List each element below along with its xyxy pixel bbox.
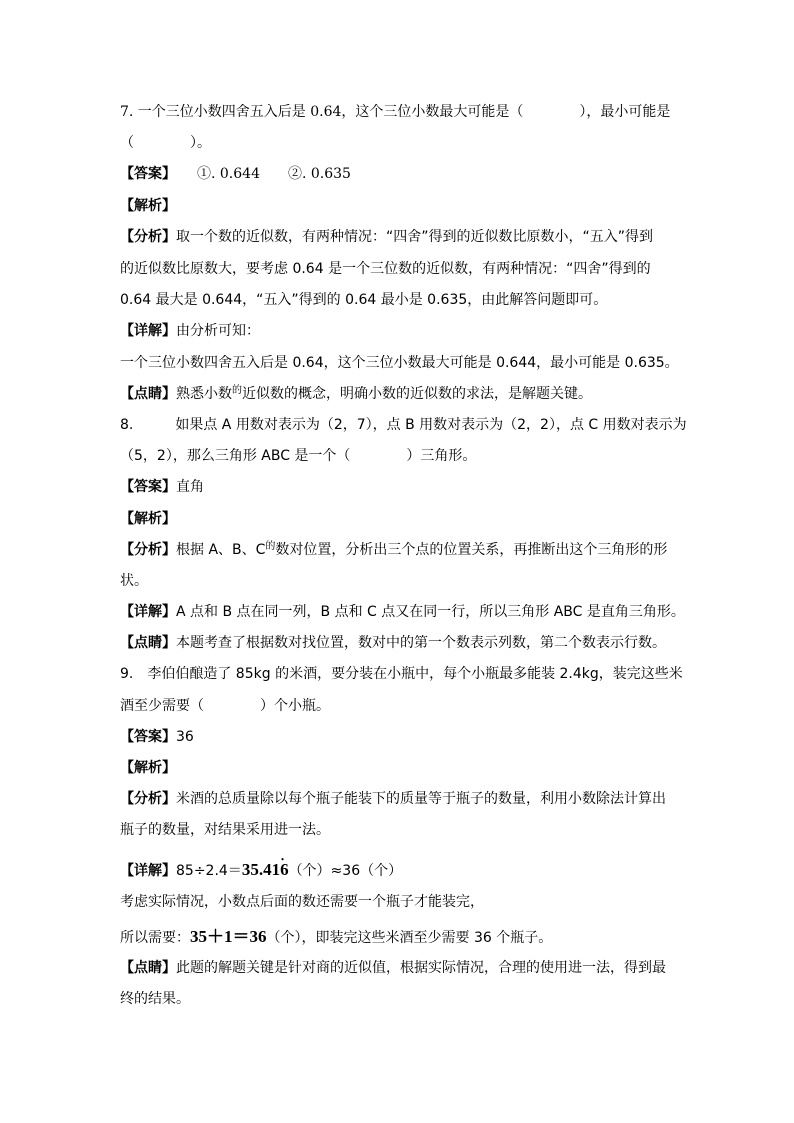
q9-fenxi-line2: 瓶子的数量，对结果采用进一法。 <box>120 822 330 838</box>
xiangjie-expression: 85÷2.4＝ <box>176 863 242 879</box>
q9-dianjing-line1 <box>120 960 666 976</box>
q8-analysis-tag: 【解析】 <box>120 511 176 527</box>
q7-dianjing <box>120 386 592 404</box>
fenxi-tag: 【分析】 <box>120 229 176 245</box>
answer-tag: 【答案】 <box>120 479 176 495</box>
q8-answer <box>120 479 204 495</box>
xiangjie-tag: 【详解】 <box>120 323 176 339</box>
xiangjie-text-a: 所以需要： <box>120 930 190 946</box>
q7-question-line2: （ ）。 <box>120 135 211 151</box>
q7-fenxi-line1 <box>120 229 653 245</box>
q9-question-line1: 9. 李伯伯酿造了 85kg 的米酒，要分装在小瓶中，每个小瓶最多能装 2.4kg，装完这些米 <box>120 666 683 682</box>
q9-dianjing-line2: 终的结果。 <box>120 991 190 1007</box>
dianjing-text-a: 熟悉小数 <box>176 386 232 402</box>
dianjing-text: 本题考查了根据数对找位置，数对中的第一个数表示列数，第二个数表示行数。 <box>176 635 666 651</box>
quotient-digits: 35.41 <box>241 860 281 879</box>
repeating-digit: • 6 <box>280 862 289 878</box>
q8-question-line2: （5，2），那么三角形 ABC 是一个（ ）三角形。 <box>120 448 477 464</box>
q8-fenxi-line1 <box>120 542 667 560</box>
q9-xiangjie-line3 <box>120 929 552 946</box>
answer-tag: 【答案】 <box>120 166 169 182</box>
q9-xiangjie-line2: 考虑实际情况，小数点后面的数还需要一个瓶子才能装完， <box>120 894 484 910</box>
q7-analysis-tag: 【解析】 <box>120 198 176 214</box>
dianjing-text-b: 近似数的概念，明确小数的近似数的求法，是解题关键。 <box>242 386 592 402</box>
q7-answer <box>120 166 351 182</box>
fenxi-text-b: 数对位置，分析出三个点的位置关系，再推断出这个三角形的形 <box>275 542 668 558</box>
fenxi-text: 取一个数的近似数，有两种情况：“四舍”得到的近似数比原数小，“五入”得到 <box>176 229 654 245</box>
addition-expression: 35＋1＝36 <box>190 927 267 946</box>
q8-fenxi-line2: 状。 <box>120 573 148 589</box>
q9-question-line2: 酒至少需要（ ）个小瓶。 <box>120 698 330 714</box>
xiangjie-text-b: （个），即装完这些米酒至少需要 36 个瓶子。 <box>266 930 553 946</box>
answer-tag: 【答案】 <box>120 729 176 745</box>
xiangjie-tag: 【详解】 <box>120 863 176 879</box>
answer-value: 直角 <box>176 479 204 495</box>
fenxi-superscript: 的 <box>265 541 276 552</box>
dianjing-tag: 【点睛】 <box>120 386 176 402</box>
xiangjie-rest: （个）≈36（个） <box>288 863 403 879</box>
q8-xiangjie <box>120 604 685 620</box>
dianjing-text: 此题的解题关键是针对商的近似值，根据实际情况，合理的使用进一法，得到最 <box>176 960 666 976</box>
q7-xiangjie-line2: 一个三位小数四舍五入后是 0.64，这个三位小数最大可能是 0.644，最小可能是 0.635。 <box>120 355 679 371</box>
fenxi-text: 米酒的总质量除以每个瓶子能装下的质量等于瓶子的数量，利用小数除法计算出 <box>176 791 666 807</box>
xiangjie-text: A 点和 B 点在同一列，B 点和 C 点又在同一行，所以三角形 ABC 是直角三角形。 <box>176 604 685 620</box>
dianjing-tag: 【点睛】 <box>120 635 176 651</box>
q9-xiangjie-line1 <box>120 862 402 879</box>
answer-value: ①. 0.644 ②. 0.635 <box>169 166 351 182</box>
fenxi-tag: 【分析】 <box>120 542 176 558</box>
q8-question-line1: 8. 如果点 A 用数对表示为（2，7），点 B 用数对表示为（2，2），点 C 用数对表示为 <box>120 417 687 433</box>
answer-value: 36 <box>176 729 194 745</box>
q7-xiangjie-line1 <box>120 323 260 339</box>
xiangjie-tag: 【详解】 <box>120 604 176 620</box>
q9-answer <box>120 729 194 745</box>
dianjing-superscript: 的 <box>232 385 242 396</box>
q8-dianjing <box>120 635 666 651</box>
q7-fenxi-line3: 0.64 最大是 0.644，“五入”得到的 0.64 最小是 0.635，由此解答问题即可。 <box>120 292 608 308</box>
q7-question-line1: 7. 一个三位小数四舍五入后是 0.64，这个三位小数最大可能是（ ），最小可能是 <box>120 104 671 120</box>
xiangjie-text: 由分析可知： <box>176 323 260 339</box>
fenxi-text-a: 根据 A、B、C <box>176 542 266 558</box>
q9-analysis-tag: 【解析】 <box>120 760 176 776</box>
fenxi-tag: 【分析】 <box>120 791 176 807</box>
q9-fenxi-line1 <box>120 791 666 807</box>
dianjing-tag: 【点睛】 <box>120 960 176 976</box>
q7-fenxi-line2: 的近似数比原数大，要考虑 0.64 是一个三位数的近似数，有两种情况：“四舍”得到的 <box>120 261 651 277</box>
